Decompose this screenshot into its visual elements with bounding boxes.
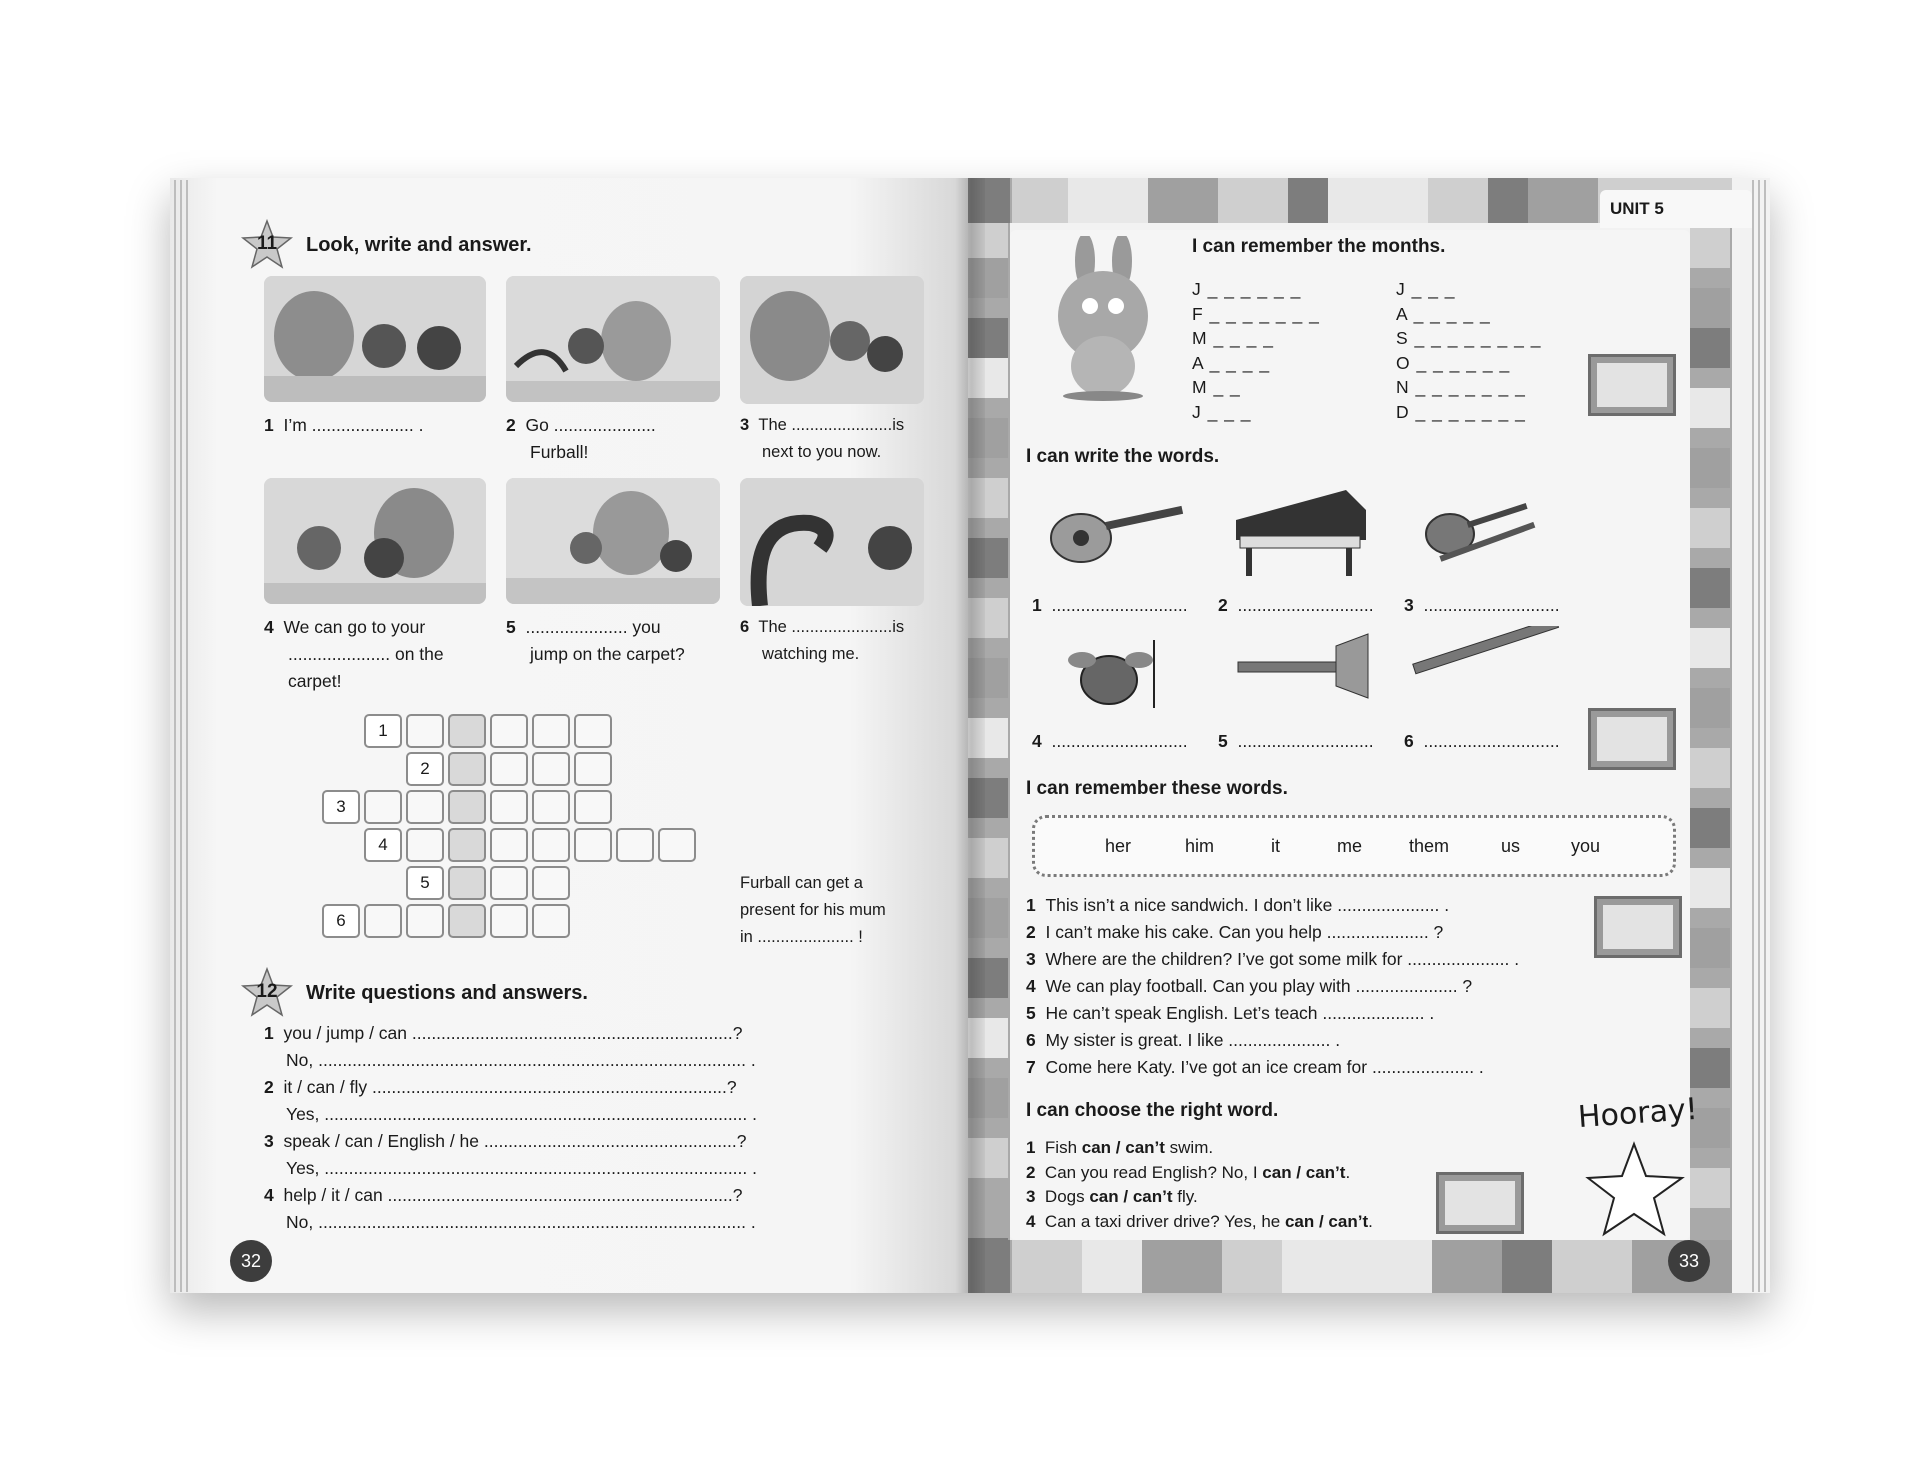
word-bank-item: her	[1105, 836, 1132, 856]
exercise-number: 11	[256, 233, 278, 254]
sentence-item: 4 We can play football. Can you play with ..................... ?	[1026, 976, 1473, 996]
crossword-cell[interactable]	[616, 828, 654, 862]
page-edge	[186, 180, 188, 1292]
exercise-11-badge	[240, 218, 294, 272]
word-line-2: 2 ............................	[1218, 595, 1374, 615]
star-icon[interactable]	[1584, 1140, 1688, 1240]
word-line-5: 5 ............................	[1218, 731, 1374, 751]
word-line-4: 4 ............................	[1032, 731, 1188, 751]
ex11-item-3: 3 The ......................is next to you now.	[740, 416, 905, 461]
crossword-cell[interactable]	[532, 714, 570, 748]
violin-icon	[1410, 486, 1546, 576]
choice-cant[interactable]: can’t	[1305, 1162, 1346, 1182]
crossword-cell[interactable]	[406, 828, 444, 862]
crossword-cell[interactable]	[490, 752, 528, 786]
word-bank	[1032, 815, 1676, 877]
page-number-right: 33	[1668, 1240, 1710, 1282]
choice-can[interactable]: can	[1089, 1187, 1119, 1206]
crossword-cell[interactable]	[490, 828, 528, 862]
choice-cant[interactable]: can’t	[1125, 1138, 1165, 1157]
ex12-question: 4 help / it / can .......................................................................?	[264, 1185, 743, 1205]
months-column-1: J _ _ _ _ _ _ F _ _ _ _ _ _ _ M _ _ _ _ A _ _ _ _ M _ _ J _ _ _	[1192, 279, 1320, 422]
crossword-cell[interactable]	[448, 866, 486, 900]
word-line-6: 6 ............................	[1404, 731, 1560, 751]
words-title: I can write the words.	[1026, 446, 1220, 467]
crossword-label: 2	[406, 752, 444, 786]
page-number-left: 32	[230, 1240, 272, 1282]
ex12-question: 2 it / can / fly .........................................................................?	[264, 1077, 737, 1097]
crossword-cell[interactable]	[532, 866, 570, 900]
picture-4	[264, 478, 486, 604]
choice-can[interactable]: can	[1284, 1211, 1315, 1231]
sentence-item: 3 Where are the children? I’ve got some milk for ..................... .	[1026, 949, 1520, 969]
crossword-cell[interactable]	[448, 828, 486, 862]
self-check-box-3[interactable]	[1594, 896, 1682, 958]
ex12-answer: Yes, ....................................................................................... .	[286, 1104, 757, 1124]
page-edge	[1758, 180, 1760, 1292]
crossword-cell[interactable]	[448, 904, 486, 938]
crossword-cell[interactable]	[490, 866, 528, 900]
choice-cant[interactable]: can’t	[1132, 1187, 1173, 1206]
crossword-cell[interactable]	[574, 752, 612, 786]
remember-title: I can remember these words.	[1026, 778, 1288, 799]
crossword-cell[interactable]	[364, 790, 402, 824]
ex12-answer: No, ........................................................................................ .	[286, 1050, 756, 1070]
ex12-answer: Yes, ....................................................................................... .	[286, 1158, 757, 1178]
piano-icon	[1226, 480, 1374, 580]
picture-2	[506, 276, 720, 402]
crossword-cell[interactable]	[574, 714, 612, 748]
page-edge	[1764, 180, 1766, 1292]
gutter-shadow	[955, 178, 985, 1293]
word-line-3: 3 ............................	[1404, 595, 1560, 615]
ex12-answer: No, ........................................................................................ .	[286, 1212, 756, 1232]
choose-title: I can choose the right word.	[1026, 1100, 1279, 1121]
word-bank-item: him	[1185, 836, 1215, 856]
crossword-cell[interactable]	[406, 790, 444, 824]
sentence-item: 5 He can’t speak English. Let’s teach ..................... .	[1026, 1003, 1435, 1023]
page-edge	[1752, 180, 1754, 1292]
choice-can[interactable]: can	[1262, 1162, 1292, 1182]
crossword-label: 4	[364, 828, 402, 862]
choice-item: 3 Dogs can / can’t fly.	[1026, 1187, 1198, 1206]
ex12-question: 3 speak / can / English / he ....................................................?	[264, 1131, 747, 1151]
crossword-cell[interactable]	[448, 790, 486, 824]
crossword-label: 3	[322, 790, 360, 824]
crossword-cell[interactable]	[490, 714, 528, 748]
ex12-list	[264, 1020, 824, 1236]
months-title: I can remember the months.	[1192, 236, 1446, 257]
word-bank-item: you	[1571, 836, 1601, 856]
crossword-cell[interactable]	[490, 904, 528, 938]
crossword-cell[interactable]	[406, 714, 444, 748]
sentence-item: 2 I can’t make his cake. Can you help ..................... ?	[1026, 922, 1444, 942]
choice-item: 2 Can you read English? No, I can / can’t.	[1026, 1162, 1351, 1182]
crossword-cell[interactable]	[532, 790, 570, 824]
crossword-cell[interactable]	[532, 828, 570, 862]
crossword-cell[interactable]	[574, 828, 612, 862]
crossword-label: 1	[364, 714, 402, 748]
choice-item: 4 Can a taxi driver drive? Yes, he can / can’t.	[1026, 1211, 1373, 1231]
word-bank-item: us	[1501, 836, 1521, 856]
months-column-2: J _ _ _ A _ _ _ _ _ S _ _ _ _ _ _ _ _ O _ _ _ _ _ _ N _ _ _ _ _ _ _ D _ _ _ _ _ _ _	[1396, 279, 1542, 422]
hooray-text: Hooray!	[1576, 1091, 1699, 1136]
crossword-cell[interactable]	[448, 752, 486, 786]
crossword-cell[interactable]	[406, 904, 444, 938]
choice-item: 1 Fish can / can’t swim.	[1026, 1138, 1214, 1157]
sentence-item: 6 My sister is great. I like ..................... .	[1026, 1030, 1341, 1050]
sentence-item: 7 Come here Katy. I’ve got an ice cream for ..................... .	[1026, 1057, 1484, 1077]
self-check-box-1[interactable]	[1588, 354, 1676, 416]
crossword-cell[interactable]	[448, 714, 486, 748]
unit-tab	[1600, 190, 1752, 228]
ex11-item-5: 5 ..................... you jump on the carpet?	[506, 617, 685, 664]
page-edge	[180, 180, 182, 1292]
word-line-1: 1 ............................	[1032, 595, 1188, 615]
crossword-cell[interactable]	[364, 904, 402, 938]
word-bank-item: them	[1409, 836, 1450, 856]
ex11-item-2: 2 Go ..................... Furball!	[506, 415, 656, 462]
ex11-item-4: 4 We can go to your ..................... on the carpet!	[264, 617, 444, 691]
guitar-icon	[1046, 486, 1196, 576]
word-bank-item: me	[1337, 836, 1363, 856]
remember-list	[1026, 892, 1566, 1081]
exercise-12-badge	[240, 966, 294, 1020]
choose-list	[1026, 1136, 1426, 1234]
drums-icon	[1054, 630, 1174, 710]
crossword-cell[interactable]	[658, 828, 696, 862]
exercise-number: 12	[256, 981, 278, 1002]
exercise-11-title: Look, write and answer.	[306, 234, 532, 256]
picture-3	[740, 276, 924, 404]
word-bank-item: it	[1271, 836, 1280, 856]
trumpet-icon	[1228, 626, 1374, 706]
flute-icon	[1404, 626, 1564, 706]
crossword-cell[interactable]	[532, 904, 570, 938]
exercise-12-title: Write questions and answers.	[306, 982, 588, 1004]
unit-label: UNIT 5	[1610, 199, 1664, 218]
crossword-cell[interactable]	[574, 790, 612, 824]
picture-5	[506, 478, 720, 604]
ex11-item-1: 1 I’m ..................... .	[264, 415, 424, 435]
crossword-cell[interactable]	[532, 752, 570, 786]
picture-6	[740, 478, 924, 606]
ex12-question: 1 you / jump / can ..................................................................?	[264, 1023, 743, 1043]
choice-can[interactable]: can	[1081, 1138, 1112, 1157]
crossword-label: 6	[322, 904, 360, 938]
sentence-item: 1 This isn’t a nice sandwich. I don’t like ..................... .	[1026, 895, 1450, 915]
choice-cant[interactable]: can’t	[1328, 1211, 1369, 1231]
self-check-box-2[interactable]	[1588, 708, 1676, 770]
page-edge	[174, 180, 176, 1292]
crossword-clue: Furball can get a present for his mum in ..................... !	[740, 874, 886, 946]
crossword-cell[interactable]	[490, 790, 528, 824]
bottom-border-strip	[968, 1240, 1732, 1293]
picture-1	[264, 276, 486, 402]
crossword-label: 5	[406, 866, 444, 900]
ex11-item-6: 6 The ......................is watching me.	[740, 618, 905, 663]
mascot-illustration	[1030, 236, 1180, 401]
self-check-box-4[interactable]	[1436, 1172, 1524, 1234]
